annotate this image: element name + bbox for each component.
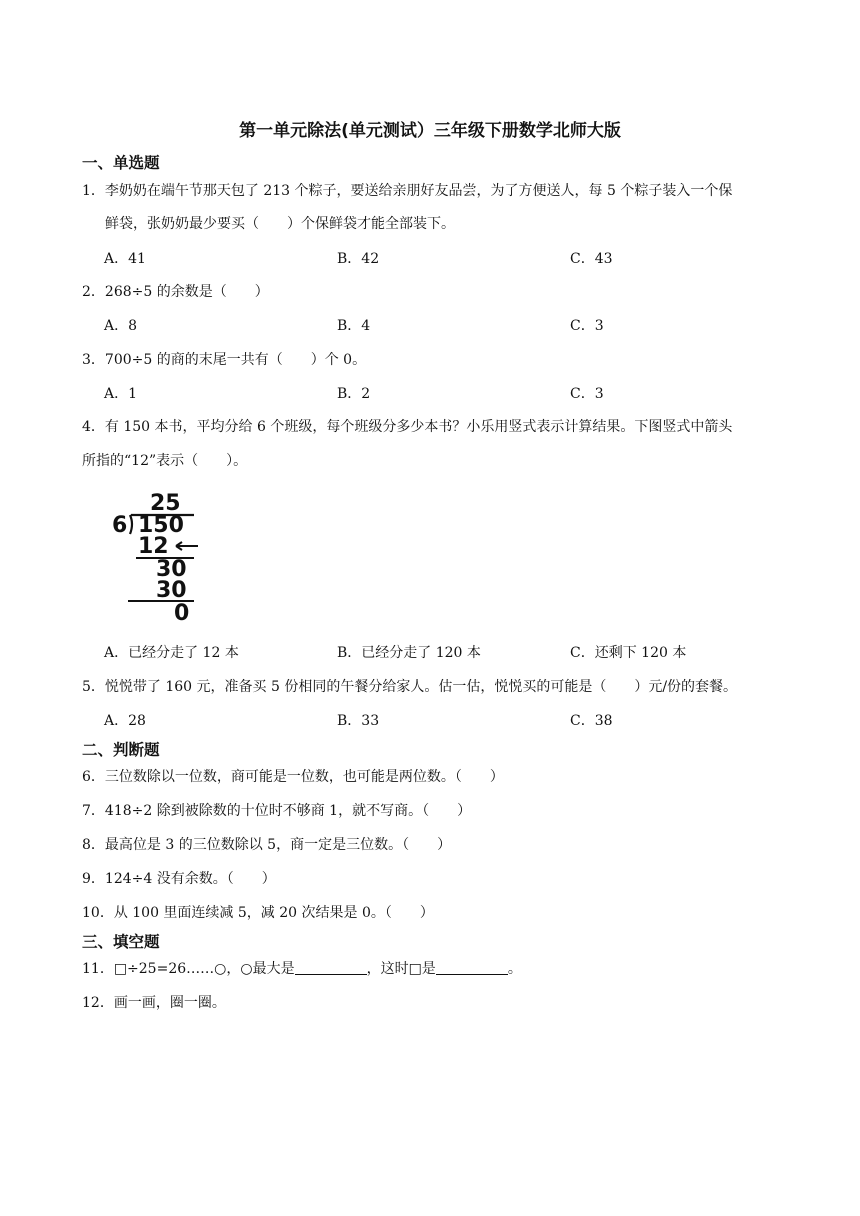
q1-option-a[interactable]: A．41 — [104, 251, 146, 267]
long-division-figure — [110, 488, 210, 624]
q5-text: 5．悦悦带了 160 元，准备买 5 份相同的午餐分给家人。估一估，悦悦买的可能是（ ）元/份的套餐。 — [82, 679, 738, 695]
q3-text: 3．700÷5 的商的末尾一共有（ ）个 0。 — [82, 352, 367, 368]
q8-text: 8．最高位是 3 的三位数除以 5，商一定是三位数。（ ） — [82, 837, 452, 853]
q3-option-a[interactable]: A．1 — [104, 386, 138, 402]
section-heading-single-choice: 一、单选题 — [82, 154, 160, 172]
calc-remainder-0: 0 — [174, 601, 190, 624]
q3-option-c[interactable]: C．3 — [570, 386, 604, 402]
q11-blank-2[interactable] — [436, 960, 508, 975]
q4-option-b[interactable]: B．已经分走了 120 本 — [337, 645, 481, 661]
q1-option-b[interactable]: B．42 — [337, 251, 380, 267]
q4-text-line2: 所指的“12”表示（ ）。 — [82, 453, 248, 469]
q1-text-line1: 1．李奶奶在端午节那天包了 213 个粽子，要送给亲朋好友品尝，为了方便送人，每 5 个粽子装入一个保 — [82, 183, 733, 199]
calc-quotient: 25 — [150, 491, 181, 516]
calc-dividend: 150 — [138, 513, 184, 538]
arrow-icon — [176, 542, 198, 550]
q1-text-line2: 鲜袋，张奶奶最少要买（ ）个保鲜袋才能全部装下。 — [105, 216, 455, 232]
calc-subtrahend-30: 30 — [156, 578, 187, 603]
q4-option-c[interactable]: C．还剩下 120 本 — [570, 645, 687, 661]
calc-divisor: 6 — [112, 513, 128, 538]
q11-line — [82, 958, 522, 978]
q2-option-b[interactable]: B．4 — [337, 318, 371, 334]
q4-text-line1: 4．有 150 本书，平均分给 6 个班级，每个班级分多少本书？小乐用竖式表示计算结果。下图竖式中箭头 — [82, 419, 733, 435]
q2-option-c[interactable]: C．3 — [570, 318, 604, 334]
q9-text: 9．124÷4 没有余数。（ ） — [82, 871, 276, 887]
section-heading-true-false: 二、判断题 — [82, 741, 160, 759]
q11-blank-1[interactable] — [295, 960, 367, 975]
q4-option-a[interactable]: A．已经分走了 12 本 — [104, 645, 239, 661]
q1-option-c[interactable]: C．43 — [570, 251, 613, 267]
q10-text: 10．从 100 里面连续减 5，减 20 次结果是 0。（ ） — [82, 905, 434, 921]
q3-option-b[interactable]: B．2 — [337, 386, 371, 402]
calc-subtrahend-12: 12 — [138, 534, 169, 559]
q5-option-c[interactable]: C．38 — [570, 713, 613, 729]
q11-text-part3: 。 — [507, 961, 522, 977]
q2-option-a[interactable]: A．8 — [104, 318, 138, 334]
q6-text: 6．三位数除以一位数，商可能是一位数，也可能是两位数。（ ） — [82, 769, 504, 785]
q12-text: 12．画一画，圈一圈。 — [82, 995, 226, 1011]
division-bracket — [130, 515, 132, 534]
q7-text: 7．418÷2 除到被除数的十位时不够商 1，就不写商。（ ） — [82, 803, 472, 819]
q5-option-a[interactable]: A．28 — [104, 713, 146, 729]
q11-text-part1: 11．□÷25=26……○，○最大是 — [82, 961, 295, 977]
section-heading-fill-blank: 三、填空题 — [82, 933, 160, 951]
calc-remainder-30: 30 — [156, 557, 187, 582]
q11-text-part2: ，这时□是 — [366, 961, 436, 977]
q2-text: 2．268÷5 的余数是（ ） — [82, 284, 269, 300]
q5-option-b[interactable]: B．33 — [337, 713, 380, 729]
page-title: 第一单元除法(单元测试）三年级下册数学北师大版 — [239, 121, 621, 141]
